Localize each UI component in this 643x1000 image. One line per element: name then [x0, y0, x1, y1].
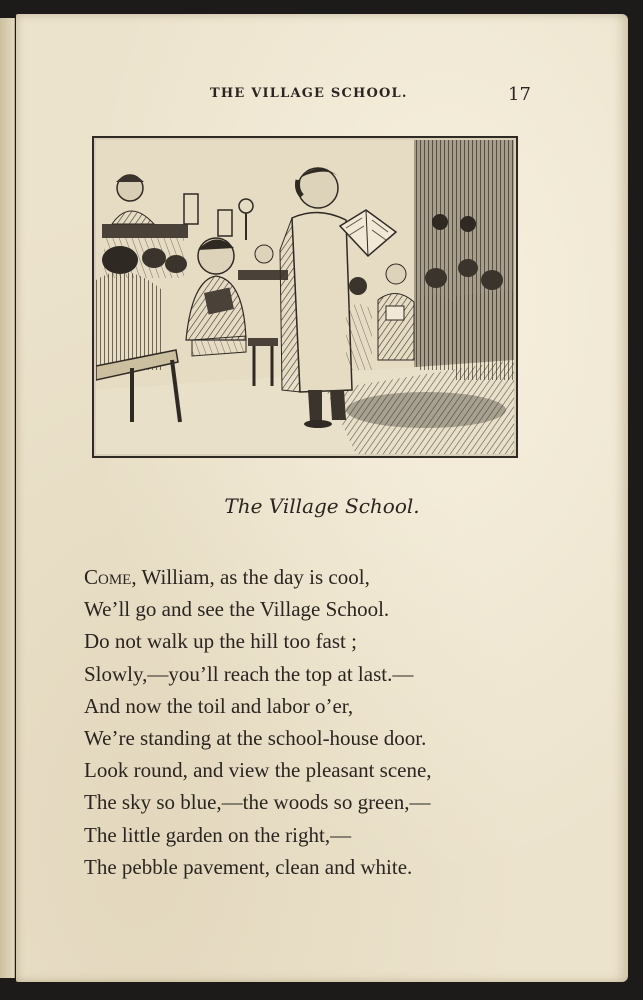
opening-word: Come,	[84, 565, 137, 589]
poem-line: The sky so blue,—the woods so green,—	[84, 790, 431, 815]
poem-line: And now the toil and labor o’er,	[84, 693, 354, 718]
schoolroom-engraving	[96, 140, 514, 454]
page-header	[16, 84, 628, 108]
facing-page-edge	[0, 18, 15, 978]
poem-line: Slowly,—you’ll reach the top at last.—	[84, 661, 414, 686]
running-head: THE VILLAGE SCHOOL.	[210, 86, 408, 101]
first-line-rest: William, as the day is cool,	[136, 565, 370, 589]
poem-line	[84, 561, 564, 593]
page-number: 17	[508, 84, 531, 105]
poem-line: We’re standing at the school-house door.	[84, 725, 427, 750]
poem-line: The little garden on the right,—	[84, 822, 352, 847]
book-page	[16, 14, 628, 982]
poem-line: The pebble pavement, clean and white.	[84, 854, 413, 879]
poem-line: Look round, and view the pleasant scene,	[84, 758, 432, 783]
poem-text	[84, 561, 564, 883]
woodcut-illustration	[92, 136, 518, 458]
poem-line: Do not walk up the hill too fast ;	[84, 629, 357, 654]
poem-line: We’ll go and see the Village School.	[84, 597, 390, 622]
illustration-caption: The Village School.	[224, 494, 420, 518]
